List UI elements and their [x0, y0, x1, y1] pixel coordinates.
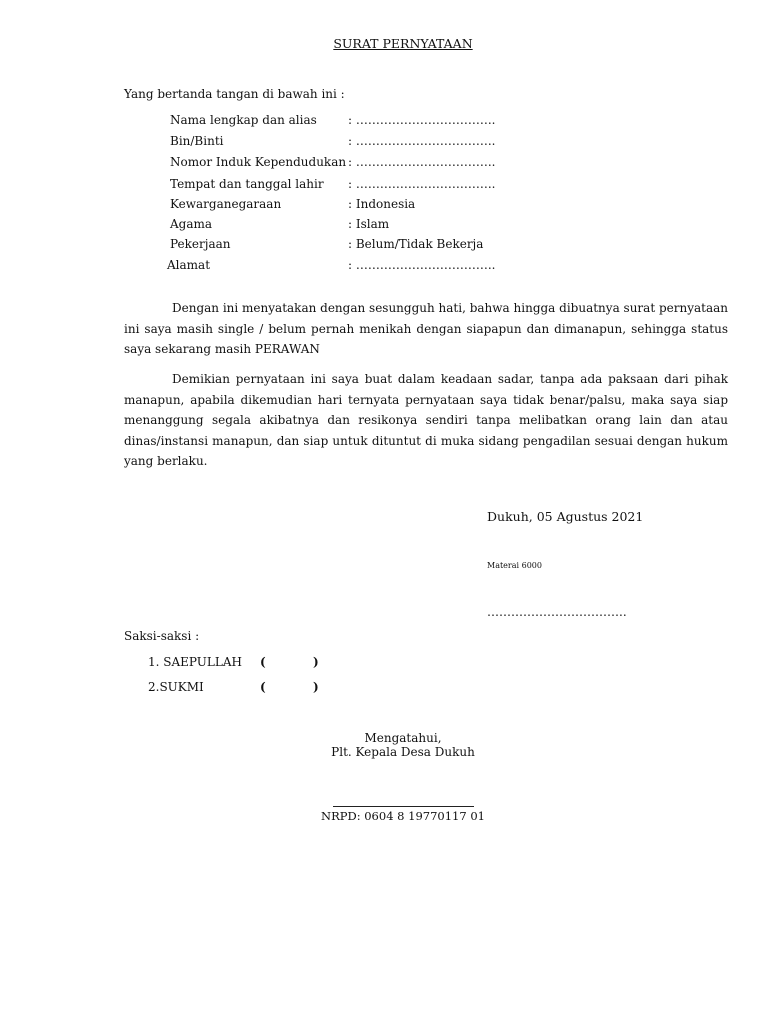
field-label-occupation: Pekerjaan [170, 237, 231, 251]
document-title: SURAT PERNYATAAN [333, 36, 473, 51]
field-value-address: : …………………………….. [348, 258, 496, 272]
field-value-bin: : …………………………….. [348, 134, 496, 148]
field-value-birth: : …………………………….. [348, 177, 496, 191]
witness-name-2: 2.SUKMI [148, 680, 204, 694]
intro-text: Yang bertanda tangan di bawah ini : [124, 87, 345, 101]
materai-stamp-note: Materai 6000 [487, 561, 542, 570]
official-title: Plt. Kepala Desa Dukuh [331, 745, 475, 759]
witness-signature-open-1: ( [260, 655, 266, 669]
official-signature-line [333, 806, 474, 807]
official-nrpd: NRPD: 0604 8 19770117 01 [321, 809, 485, 823]
field-value-name: : …………………………….. [348, 113, 496, 127]
field-value-religion: : Islam [348, 217, 390, 231]
acknowledge-text: Mengatahui, [364, 731, 442, 745]
witness-title: Saksi-saksi : [124, 629, 200, 643]
field-value-citizenship: : Indonesia [348, 197, 416, 211]
witness-name-1: 1. SAEPULLAH [148, 655, 242, 669]
witness-signature-open-2: ( [260, 680, 266, 694]
statement-paragraph: Dengan ini menyatakan dengan sesungguh hati, bahwa hingga dibuatnya surat pernyataan ini saya masih single / belum pernah menikah dengan siapapun dan dimanapun, sehingga status saya sekarang masih PERAWAN [124, 301, 728, 356]
field-label-name: Nama lengkap dan alias [170, 113, 317, 127]
field-value-occupation: : Belum/Tidak Bekerja [348, 237, 484, 251]
declaration-paragraph: Demikian pernyataan ini saya buat dalam keadaan sadar, tanpa ada paksaan dari pihak manapun, apabila dikemudian hari ternyata pernyataan saya tidak benar/palsu, maka saya siap menanggung segala akibatnya dan resikonya sendiri tanpa melibatkan orang lain dan atau dinas/instansi manapun, dan siap untuk dituntut di muka sidang pengadilan sesuai dengan hukum yang berlaku. [124, 372, 728, 468]
field-label-bin: Bin/Binti [170, 134, 224, 148]
signature-line: …………………………….. [487, 605, 627, 619]
field-label-birth: Tempat dan tanggal lahir [170, 177, 324, 191]
field-label-address: Alamat [167, 258, 211, 272]
field-label-religion: Agama [170, 217, 213, 231]
field-label-nik: Nomor Induk Kependudukan [170, 155, 347, 169]
place-date: Dukuh, 05 Agustus 2021 [487, 509, 644, 524]
witness-signature-close-1: ) [313, 655, 319, 669]
witness-signature-close-2: ) [313, 680, 319, 694]
field-label-citizenship: Kewarganegaraan [170, 197, 282, 211]
field-value-nik: : …………………………….. [348, 155, 496, 169]
